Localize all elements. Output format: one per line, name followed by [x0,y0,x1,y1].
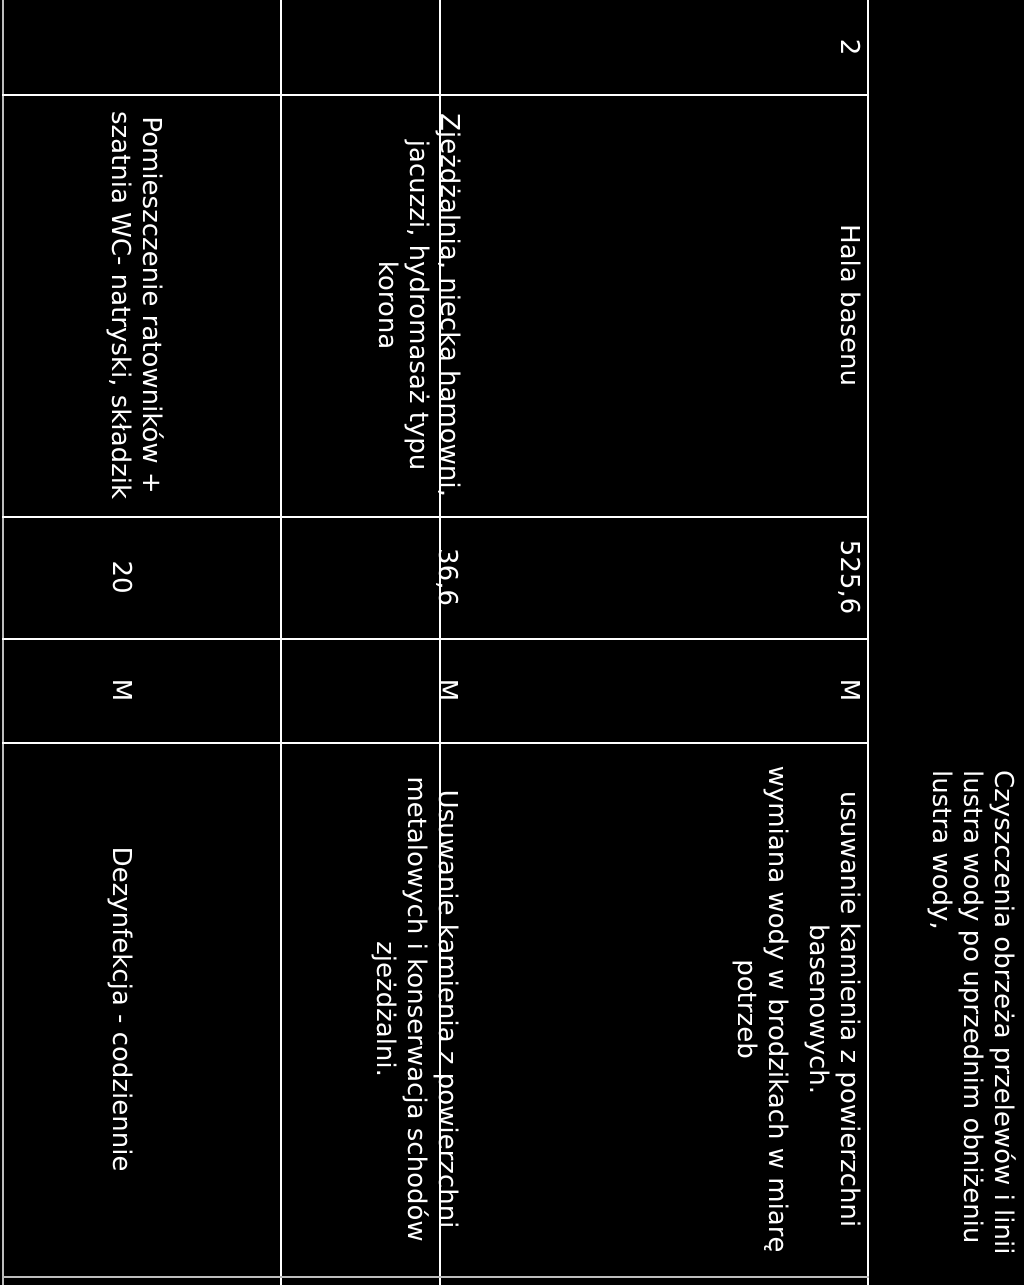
task-description: Dezynfekcja - codziennie [106,846,136,1172]
task-description: Usuwanie kamienia z powierzchni metalowych i konserwacja schodów zjeżdżalni. [370,776,462,1242]
task-description: wymiana wody w brodzikach w miarę potrzeb [731,765,792,1253]
surface-value: 36,6 [432,548,462,606]
unit-value: M [834,678,864,702]
heading-text [925,770,1018,1254]
row-number: 2 [834,38,864,56]
heading-line: lustra wody, [926,770,956,930]
area-name: Pomieszczenie ratowników + szatnia WC- natryski, składzik [105,110,166,500]
surface-value: 20 [106,560,136,594]
unit-value: M [432,678,462,702]
area-name: Zjeżdżalnia, niecka hamowni, jacuzzi, hydromasaż typu korona [372,113,464,497]
task-description: usuwanie kamienia z powierzchni basenowych. [803,790,864,1228]
unit-value: M [106,678,136,702]
table-row-divider [867,0,869,1285]
table-border-right [2,1276,869,1278]
heading-line: lustra wody po uprzednim obniżeniu [957,770,987,1244]
table-row-divider [280,0,282,1285]
area-name: Hala basenu [834,224,864,386]
table-border-bottom [2,0,4,1285]
surface-value: 525,6 [834,539,864,615]
heading-line: Czyszczenia obrzeża przelewów i linii [988,770,1018,1255]
